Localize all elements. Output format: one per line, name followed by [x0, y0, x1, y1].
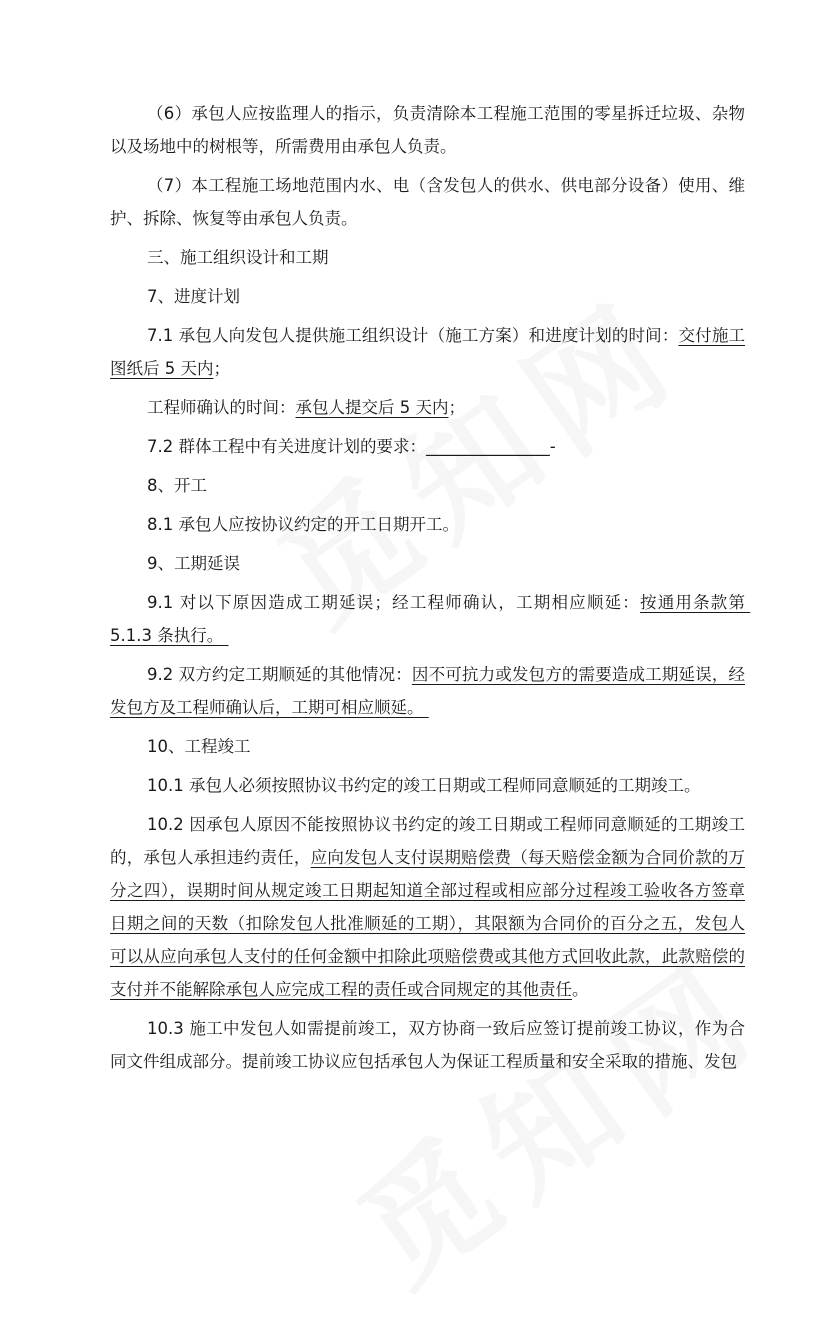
filled-value: 因不可抗力或发包方的需要造成工期延误，经发包方及工程师确认后，工期可相应顺延。 — [110, 665, 745, 717]
filled-value: 承包人提交后 5 天内 — [295, 398, 449, 417]
clause-9-2: 9.2 双方约定工期顺延的其他情况：因不可抗力或发包方的需要造成工期延误，经发包方及工程师确认后，工期可相应顺延。 — [110, 665, 745, 717]
heading-9: 9、工期延误 — [147, 554, 240, 573]
heading-10: 10、工程竣工 — [147, 737, 251, 756]
clause-7-1: 7.1 承包人向发包人提供施工组织设计（施工方案）和进度计划的时间：交付施工图纸后 5 天内； — [110, 326, 745, 378]
clause-10-3: 10.3 施工中发包人如需提前竣工，双方协商一致后应签订提前竣工协议，作为合同文件组成部分。提前竣工协议应包括承包人为保证工程质量和安全采取的措施、发包 — [110, 1019, 745, 1071]
document-page — [110, 97, 751, 1084]
paragraph-6: （6）承包人应按监理人的指示，负责清除本工程施工范围的零星拆迁垃圾、杂物以及场地中的树根等，所需费用由承包人负责。 — [110, 104, 745, 156]
filled-value: 应向发包人支付误期赔偿费（每天赔偿金额为合同价款的万分之四），误期时间从规定竣工日期起知道全部过程或相应部分过程竣工验收各方签章日期之间的天数（扣除发包人批准顺延的工期），其限额为合同价的百分之五，发包人可以从应向承包人支付的任何金额中扣除此项赔偿费或其他方式回收此款，此款赔偿的支付并不能解除承包人应完成工程的责任或合同规定的其他责任 — [110, 848, 746, 999]
clause-7-1-confirm: 工程师确认的时间：承包人提交后 5 天内； — [147, 398, 465, 417]
clause-8-1: 8.1 承包人应按协议约定的开工日期开工。 — [147, 515, 459, 534]
heading-8: 8、开工 — [147, 476, 207, 495]
filled-value: 按通用条款第 5.1.3 条执行。 — [110, 593, 751, 645]
paragraph-7: （7）本工程施工场地范围内水、电（含发包人的供水、供电部分设备）使用、维护、拆除、恢复等由承包人负责。 — [110, 176, 745, 228]
filled-value: 交付施工图纸后 5 天内 — [110, 326, 745, 378]
clause-10-1: 10.1 承包人必须按照协议书约定的竣工日期或工程师同意顺延的工期竣工。 — [147, 776, 701, 795]
clause-10-2: 10.2 因承包人原因不能按照协议书约定的竣工日期或工程师同意顺延的工期竣工的，承包人承担违约责任，应向发包人支付误期赔偿费（每天赔偿金额为合同价款的万分之四），误期时间从规定竣工日期起知道全部过程或相应部分过程竣工验收各方签章日期之间的天数（扣除发包人批准顺延的工期），其限额为合同价的百分之五，发包人可以从应向承包人支付的任何金额中扣除此项赔偿费或其他方式回收此款，此款赔偿的支付并不能解除承包人应完成工程的责任或合同规定的其他责任。 — [110, 815, 746, 999]
clause-9-1: 9.1 对以下原因造成工期延误；经工程师确认，工期相应顺延：按通用条款第 5.1.3 条执行。 — [110, 593, 751, 645]
heading-7: 7、进度计划 — [147, 287, 240, 306]
clause-7-2: 7.2 群体工程中有关进度计划的要求：_______________- — [147, 437, 556, 456]
section-heading-3: 三、施工组织设计和工期 — [147, 248, 329, 267]
